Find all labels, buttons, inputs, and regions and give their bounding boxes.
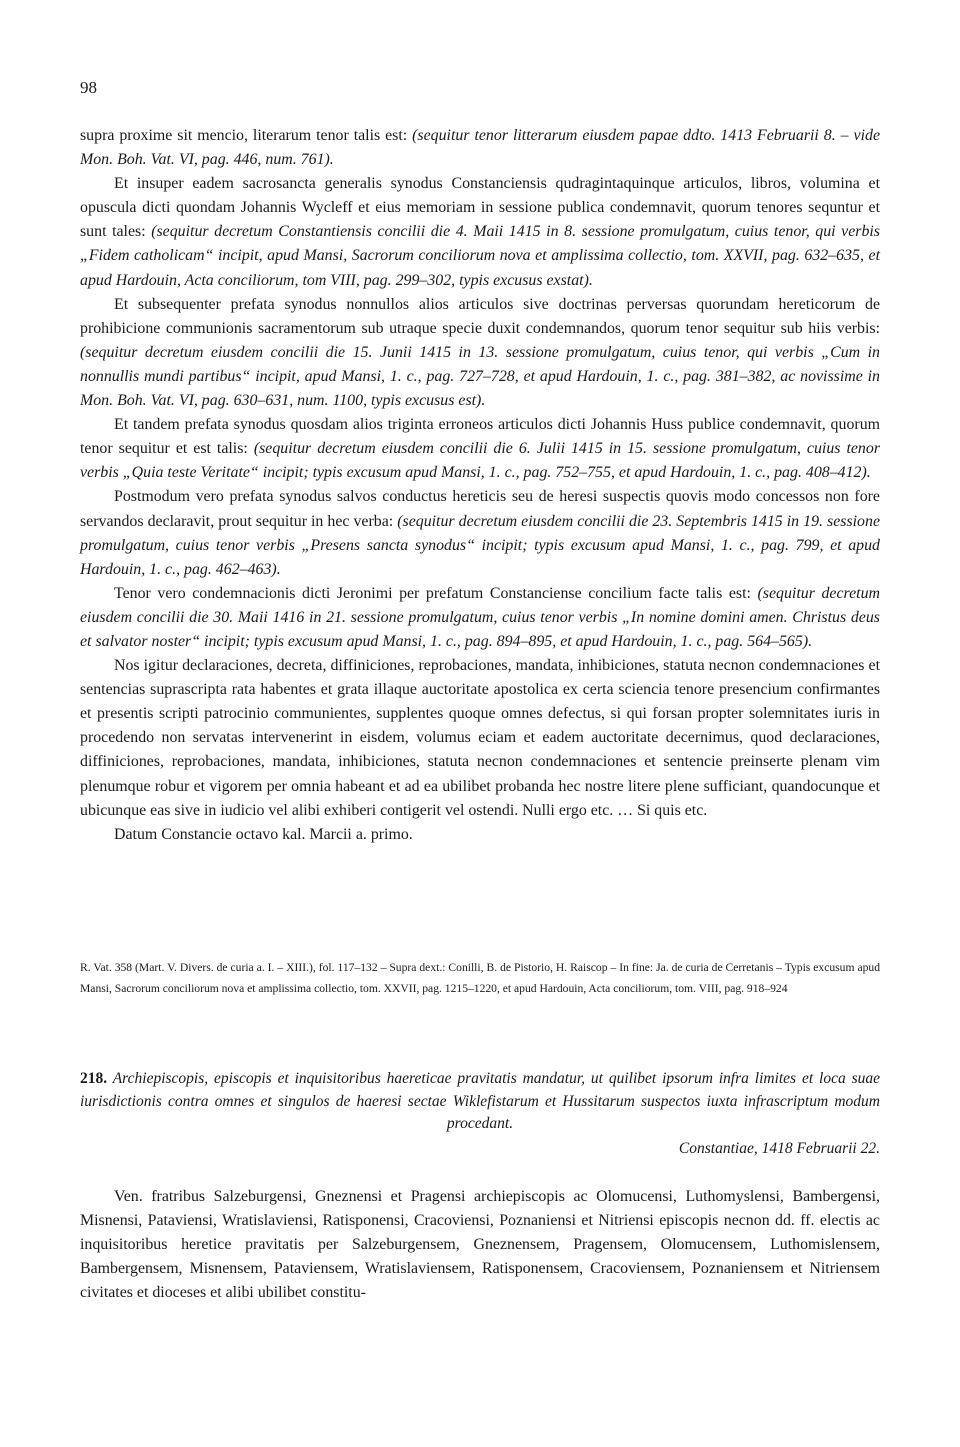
text-run: Et insuper eadem sacrosancta generalis synodus Constanciensis qudragintaquinque articulos, libros, volumina et opuscula dicti quondam Johannis Wycleff et eius memoriam in sessione publica condemnavit, quorum tenores sequntur et sunt tales: bbox=[80, 175, 880, 241]
text-run: Nos igitur declaraciones, decreta, diffiniciones, reprobaciones, mandata, inhibiciones, statuta necnon condemnaciones et sentencias suprascripta rata habentes et grata illaque auctoritate apostolica ex certa sciencia tenore presencium confirmantes et presentis scripti patrocinio communientes, supplentes quoque omnes defectus, si qui forsan propter solemnitates iuris in procedendo non servatas intervenerint in eisdem, volumus eciam et eadem auctoritate decernimus, quod declaraciones, diffiniciones, reprobaciones, mandata, inhibiciones, statuta necnon condemnaciones et sentencie preinserte plenam vim plenumque robur et vigorem per omnia habeant et ad ea ubilibet probanda hec nostre litere plene sufficiant, quandocunque et ubicunque eas sive in iudicio vel alibi exhiberi contigerit vel ostendi. Nulli ergo etc. … Si quis etc. bbox=[80, 657, 880, 819]
italic-citation: (sequitur decretum eiusdem concilii die 23. Septembris 1415 in 19. sessione promulgatum, cuius tenor verbis „Presens sancta synodus“ incipit; typis excusum apud Mansi, 1. c., pag. 799, et apud Hardouin, 1. c., pag. 462–463). bbox=[80, 512, 880, 578]
document-heading bbox=[80, 1068, 880, 1160]
paragraph bbox=[80, 413, 880, 485]
paragraph bbox=[80, 582, 880, 654]
source-note: R. Vat. 358 (Mart. V. Divers. de curia a. I. – XIII.), fol. 117–132 – Supra dext.: Conilli, B. de Pistorio, H. Raiscop – In fine: Ja. de curia de Cerretanis – Typis excusum apud Mansi, Sacrorum conciliorum nova et amplissima collectio, tom. XXVII, pag. 1215–1220, et apud Hardouin, Acta conciliorum, tom. VIII, pag. 918–924 bbox=[80, 961, 880, 995]
paragraph bbox=[80, 654, 880, 823]
paragraph bbox=[80, 485, 880, 581]
italic-citation: (sequitur decretum Constantiensis concilii die 4. Maii 1415 in 8. sessione promulgatum, cuius tenor, qui verbis „Fidem catholicam“ incipit, apud Mansi, Sacrorum conciliorum nova et amplissima collectio, tom. XXVII, pag. 632–635, et apud Hardouin, Acta conciliorum, tom VIII, pag. 299–302, typis excusus exstat). bbox=[80, 223, 880, 289]
text-run: Postmodum vero prefata synodus salvos conductus hereticis seu de heresi suspectis quovis modo concessos non fore servandos declaravit, prout sequitur in hec verba: bbox=[80, 488, 880, 530]
italic-citation: (sequitur decretum eiusdem concilii die 15. Junii 1415 in 13. sessione promulgatum, cuius tenor, qui verbis „Cum in nonnullis mundi partibus“ incipit, apud Mansi, 1. c., pag. 727–728, et apud Hardouin, 1. c., pag. 381–382, ac novissime in Mon. Boh. Vat. VI, pag. 630–631, num. 1100, typis excusus est). bbox=[80, 343, 880, 410]
text-run: Datum Constancie octavo kal. Marcii a. primo. bbox=[114, 825, 413, 843]
document-rubric bbox=[80, 1068, 880, 1136]
dating-clause bbox=[80, 823, 880, 847]
document-body bbox=[80, 124, 880, 847]
paragraph bbox=[80, 172, 880, 292]
italic-citation: (sequitur decretum eiusdem concilii die 30. Maii 1416 in 21. sessione promulgatum, cuius tenor verbis „In nomine domini amen. Christus deus et salvator noster“ incipit; typis excusum apud Mansi, 1. c., pag. 894–895, et apud Hardouin, 1. c., pag. 564–565). bbox=[80, 584, 881, 650]
page-number: 98 bbox=[80, 78, 97, 97]
text-run: Et subsequenter prefata synodus nonnullos alios articulos sive doctrinas perversas quorundam hereticorum de prohibicione communionis sacramentorum sub utraque specie duxit condemnandos, quorum tenor sequitur sub hiis verbis: bbox=[80, 295, 880, 337]
place-date: Constantiae, 1418 Februarii 22. bbox=[678, 1139, 880, 1157]
rubric-text: Archiepiscopis, episcopis et inquisitoribus haereticae pravitatis mandatur, ut quilibet ipsorum infra limites et loca suae iurisdictionis contra omnes et singulos de haeresi sectae Wiklefistarum et Hussitarum suspectos iuxta infrascriptum modum procedant. bbox=[80, 1070, 880, 1132]
italic-citation: (sequitur decretum eiusdem concilii die 6. Julii 1415 in 15. sessione promulgatum, cuius tenor verbis „Quia teste Veritate“ incipit; typis excusum apud Mansi, 1. c., pag. 752–755, et apud Hardouin, 1. c., pag. 408–412). bbox=[80, 440, 880, 482]
text-run: Tenor vero condemnacionis dicti Jeronimi per prefatum Constanciense concilium facte talis est: bbox=[114, 584, 758, 602]
paragraph bbox=[80, 124, 880, 172]
text-run: Et tandem prefata synodus quosdam alios triginta erroneos articulos dicti Johannis Huss publice condemnavit, quorum tenor sequitur et est talis: bbox=[80, 416, 880, 458]
document-text: Ven. fratribus Salzeburgensi, Gneznensi et Pragensi archiepiscopis ac Olomucensi, Luthomyslensi, Bambergensi, Misnensi, Pataviensi, Wratislaviensi, Ratisponensi, Cracoviensi, Poznaniensi et Nitriensi episcopis necnon dd. ff. electis ac inquisitoribus heretice pravitatis per Salzeburgensem, Gneznensem, Pragensem, Olomucensem, Luthomislensem, Bambergensem, Misnensem, Pataviensem, Wratislaviensem, Ratisponensem, Cracoviensem, Poznaniensem et Nitriensem civitates et dioceses et alibi ubilibet constitu- bbox=[80, 1188, 880, 1302]
document-number: 218. bbox=[80, 1070, 108, 1087]
italic-citation: (sequitur tenor litterarum eiusdem papae ddto. 1413 Februarii 8. – vide Mon. Boh. Vat. VI, pag. 446, num. 761). bbox=[80, 127, 880, 169]
paragraph bbox=[80, 293, 880, 413]
text-run: supra proxime sit mencio, literarum tenor talis est: bbox=[80, 127, 413, 144]
